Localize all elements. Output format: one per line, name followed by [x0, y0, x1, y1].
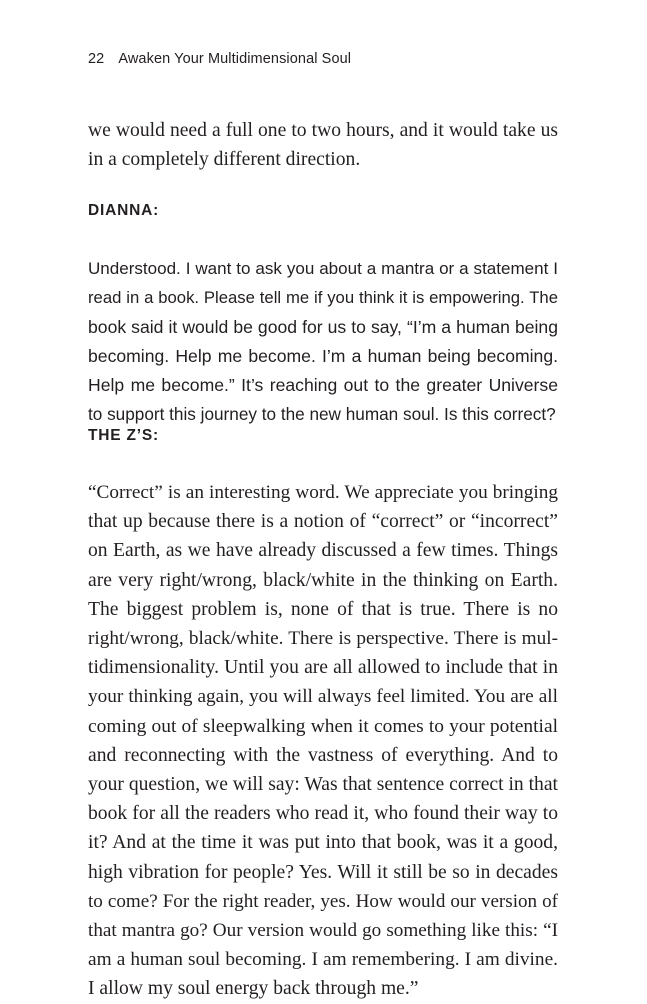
continuation-paragraph — [88, 116, 558, 174]
text-line: that up because there is a notion of “correct” or “incorrect” — [88, 511, 558, 533]
text-line: we would need a full one to two hours, and it would take us — [88, 120, 558, 141]
text-line: to support this journey to the new human soul. Is this correct? — [88, 404, 556, 425]
text-line: read in a book. Please tell me if you think it is empowering. The — [88, 288, 558, 308]
text-line: your thinking again, you will always feel limited. You are all — [88, 686, 558, 708]
text-line: book said it would be good for us to say, “I’m a human being — [88, 316, 558, 337]
speaker-label-the-zs: THE Z’S: — [88, 427, 159, 444]
text-line: becoming. Help me become. I’m a human being becoming. — [88, 345, 558, 366]
text-line: high vibration for people? Yes. Will it still be so in decades — [88, 861, 558, 883]
text-line: and reconnecting with the vastness of everything. And to — [88, 744, 558, 766]
text-line: it? And at the time it was put into that book, was it a good, — [88, 832, 558, 854]
text-line: are very right/wrong, black/white in the thinking on Earth. — [88, 569, 558, 591]
book-title: Awaken Your Multidimensional Soul — [118, 51, 352, 67]
text-line: Understood. I want to ask you about a mantra or a statement I — [88, 259, 558, 278]
text-line: book for all the readers who read it, who found their way to — [88, 803, 558, 825]
text-line: on Earth, as we have already discussed a few times. Things — [88, 540, 558, 562]
text-line: right/wrong, black/white. There is perspective. There is mul- — [88, 628, 558, 650]
text-line: in a completely different direction. — [88, 149, 361, 171]
page-number: 22 — [88, 51, 105, 67]
running-head — [88, 51, 351, 67]
text-line: The biggest problem is, none of that is true. There is no — [88, 598, 558, 620]
speaker-label-dianna: DIANNA: — [88, 202, 160, 219]
text-line: I allow my soul energy back through me.” — [88, 978, 419, 1000]
text-line: tidimensionality. Until you are all allowed to include that in — [88, 657, 558, 679]
zs-paragraph — [88, 478, 558, 1004]
text-line: coming out of sleepwalking when it comes to your potential — [88, 715, 558, 737]
text-line: to come? For the right reader, yes. How would our version of — [88, 890, 558, 912]
text-line: that mantra go? Our version would go something like this: “I — [88, 920, 558, 942]
text-line: Help me become.” It’s reaching out to the greater Universe — [88, 375, 558, 396]
text-line: “Correct” is an interesting word. We appreciate you bringing — [88, 482, 558, 503]
dianna-paragraph — [88, 254, 558, 430]
text-line: am a human soul becoming. I am remembering. I am divine. — [88, 949, 558, 971]
text-line: your question, we will say: Was that sentence correct in that — [88, 774, 558, 796]
